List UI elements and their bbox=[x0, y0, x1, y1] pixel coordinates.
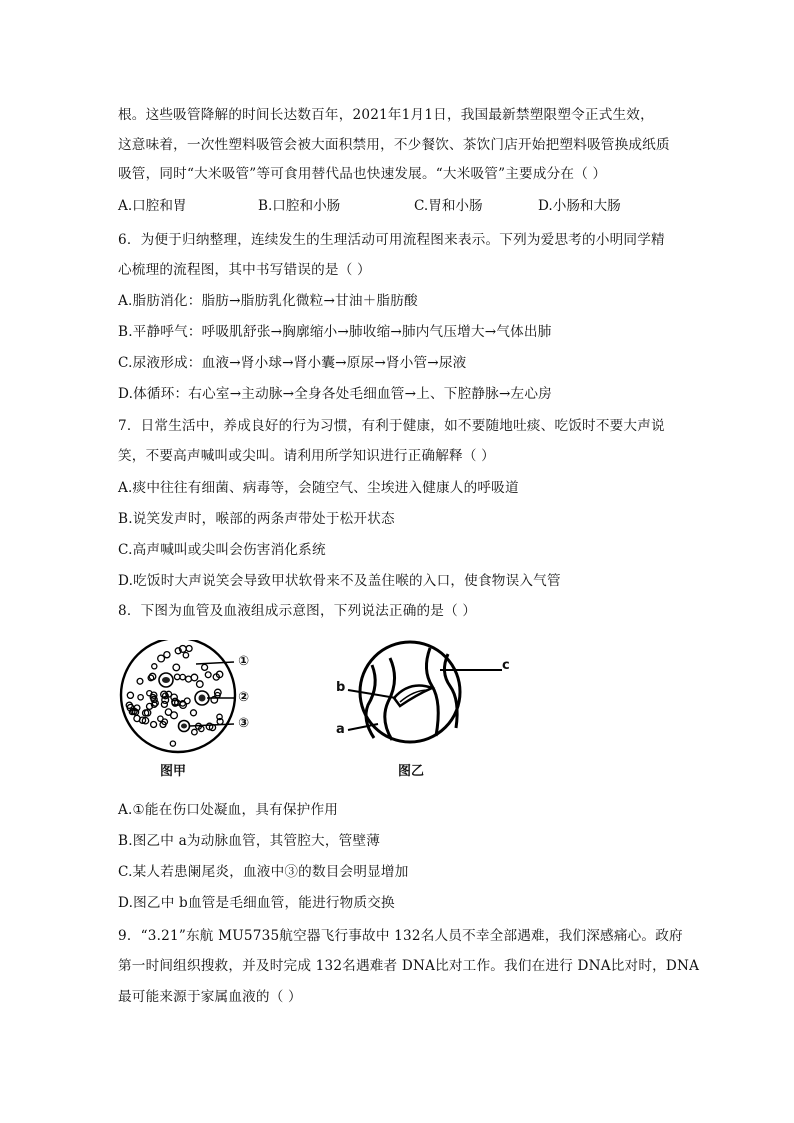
intro-line-3: 吸管，同时“大米吸管”等可食用替代品也快速发展。“大米吸管”主要成分在（ ） bbox=[118, 166, 607, 182]
q6-stem-line-2: 心梳理的流程图，其中书写错误的是（ ） bbox=[118, 262, 371, 278]
marker-3: ③ bbox=[238, 716, 250, 731]
q8-option-d: D.图乙中 b血管是毛细血管，能进行物质交换 bbox=[118, 895, 395, 911]
caption-figure-b: 图乙 bbox=[398, 764, 425, 779]
q7-option-d: D.吃饭时大声说笑会导致甲状软骨来不及盖住喉的入口，使食物误入气管 bbox=[118, 573, 561, 589]
marker-a: a bbox=[336, 722, 345, 737]
marker-c: c bbox=[502, 658, 510, 673]
q5-option-a: A.口腔和胃 bbox=[118, 198, 187, 214]
q8-option-b: B.图乙中 a为动脉血管，其管腔大，管壁薄 bbox=[118, 833, 381, 849]
caption-figure-a: 图甲 bbox=[160, 764, 187, 779]
q8-stem: 8．下图为血管及血液组成示意图，下列说法正确的是（ ） bbox=[118, 603, 477, 619]
q7-option-b: B.说笑发声时，喉部的两条声带处于松开状态 bbox=[118, 511, 395, 527]
q6-option-d: D.体循环：右心室→主动脉→全身各处毛细血管→上、下腔静脉→左心房 bbox=[118, 386, 552, 402]
q9-stem-line-2: 第一时间组织搜救，并及时完成 132名遇难者 DNA比对工作。我们在进行 DNA比对时，DNA bbox=[118, 958, 700, 974]
q7-option-c: C.高声喊叫或尖叫会伤害消化系统 bbox=[118, 542, 326, 558]
marker-2: ② bbox=[238, 690, 250, 705]
q6-option-b: B.平静呼气：呼吸肌舒张→胸廓缩小→肺收缩→肺内气压增大→气体出肺 bbox=[118, 324, 552, 340]
marker-1: ① bbox=[238, 654, 250, 669]
marker-b: b bbox=[336, 680, 346, 695]
q6-stem-line-1: 6．为便于归纳整理，连续发生的生理活动可用流程图来表示。下列为爱思考的小明同学精 bbox=[118, 232, 665, 248]
q7-stem-line-2: 笑，不要高声喊叫或尖叫。请利用所学知识进行正确解释（ ） bbox=[118, 448, 495, 464]
q8-option-a: A.①能在伤口处凝血，具有保护作用 bbox=[118, 802, 339, 818]
q5-option-d: D.小肠和大肠 bbox=[538, 198, 621, 214]
blood-figure bbox=[110, 640, 510, 780]
blood-vessel-diagram bbox=[348, 642, 502, 742]
intro-line-2: 这意味着，一次性塑料吸管会被大面积禁用，不少餐饮、茶饮门店开始把塑料吸管换成纸质 bbox=[118, 137, 670, 153]
q5-option-c: C.胃和小肠 bbox=[414, 198, 483, 214]
q6-option-a: A.脂肪消化：脂肪→脂肪乳化微粒→甘油＋脂肪酸 bbox=[118, 293, 418, 309]
q5-option-b: B.口腔和小肠 bbox=[258, 198, 341, 214]
q9-stem-line-1: 9．“3.21”东航 MU5735航空器飞行事故中 132名人员不幸全部遇难，我们深感痛心。政府 bbox=[118, 928, 683, 944]
q7-option-a: A.痰中往往有细菌、病毒等，会随空气、尘埃进入健康人的呼吸道 bbox=[118, 480, 519, 496]
intro-line-1: 根。这些吸管降解的时间长达数百年，2021年1月1日，我国最新禁塑限塑令正式生效， bbox=[118, 107, 654, 123]
q6-option-c: C.尿液形成：血液→肾小球→肾小囊→原尿→肾小管→尿液 bbox=[118, 355, 467, 371]
q8-option-c: C.某人若患阑尾炎，血液中③的数目会明显增加 bbox=[118, 864, 409, 880]
q7-stem-line-1: 7．日常生活中，养成良好的行为习惯，有利于健康，如不要随地吐痰、吃饭时不要大声说 bbox=[118, 418, 665, 434]
q9-stem-line-3: 最可能来源于家属血液的（ ） bbox=[118, 989, 302, 1005]
blood-smear-diagram bbox=[121, 640, 235, 752]
